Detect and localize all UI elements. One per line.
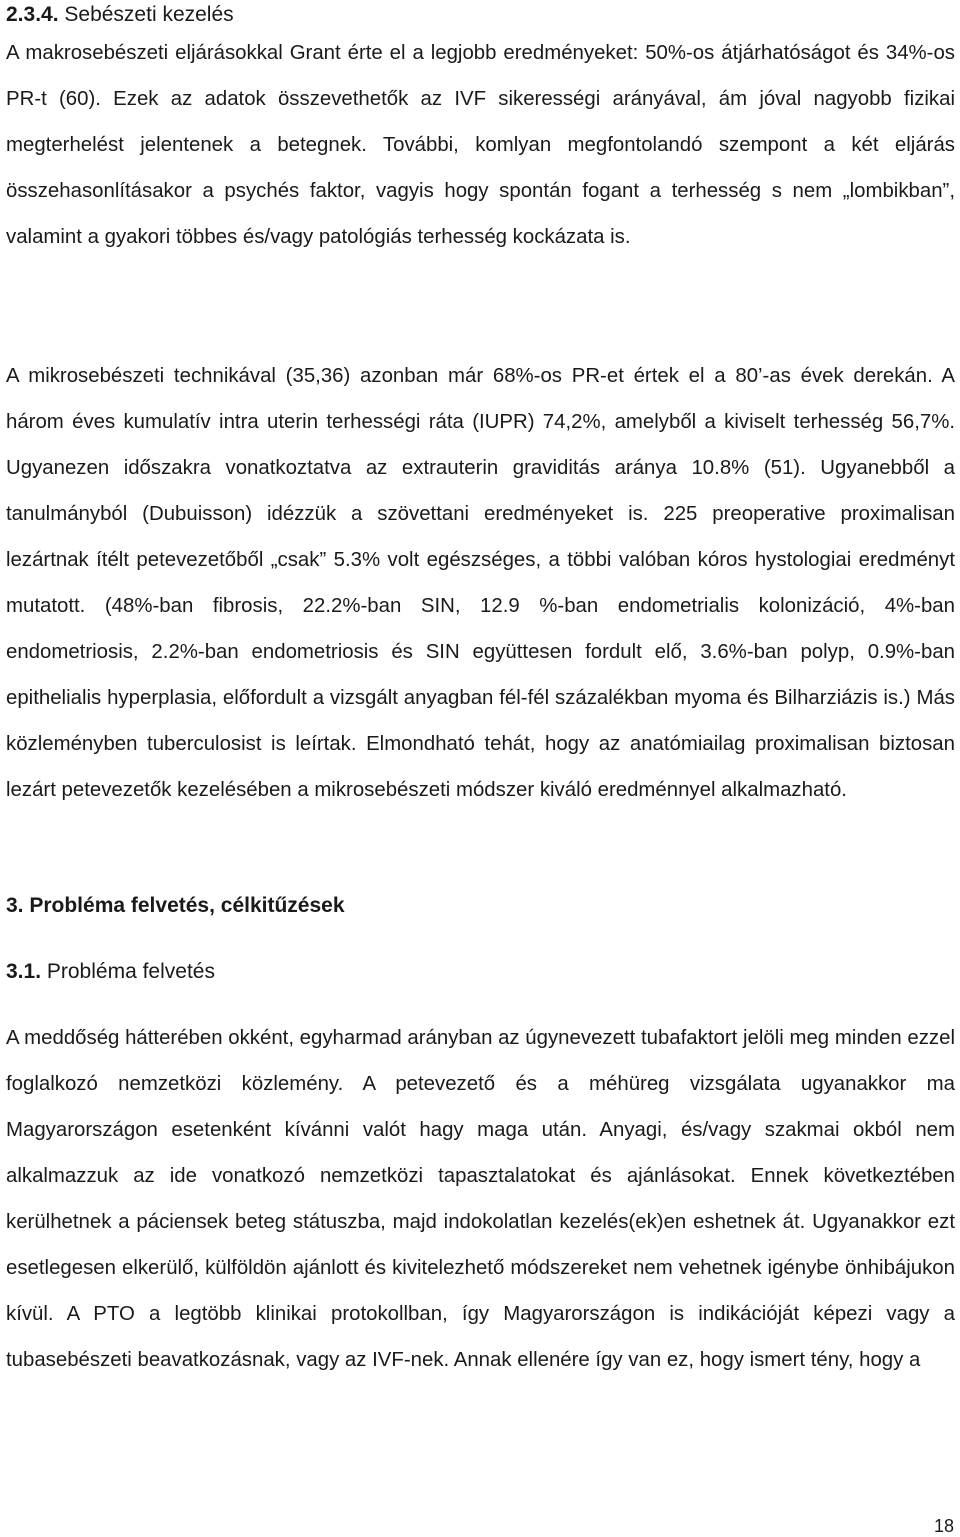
paragraph-problem-statement: A meddőség hátterében okként, egyharmad arányban az úgynevezett tubafaktort jelöli meg minden ezzel foglalkozó nemzetközi közlemény. A petevezető és a méhüreg vizsgálata ugyanakkor ma Magyarországon esetenként kívánni valót hagy maga után. Anyagi, és/vagy szakmai okból nem alkalmazzuk az ide vonatkozó nemzetközi tapasztalatokat és ajánlásokat. Ennek következtében kerülhetnek a páciensek beteg státuszba, majd indokolatlan kezelés(ek)en eshetnek át. Ugyanakkor ezt esetlegesen elkerülő, külföldön ajánlott és kivitelezhető módszereket nem vehetnek igénybe önhibájukon kívül. A PTO a legtöbb klinikai protokollban, így Magyarországon is indikációját képezi vagy a tubasebészeti beavatkozásnak, vagy az IVF-nek. Annak ellenére így van ez, hogy ismert tény, hogy a: [6, 1027, 955, 1371]
section-title: Sebészeti kezelés: [64, 3, 234, 26]
section-heading-2-3-4: [6, 3, 234, 27]
subsection-title: Probléma felvetés: [46, 960, 215, 983]
paragraph-surgical-macro: A makrosebészeti eljárásokkal Grant érte el a legjobb eredményeket: 50%-os átjárhatóságot és 34%-os PR-t (60). Ezek az adatok összevethetők az IVF sikerességi arányával, ám jóval nagyobb fizikai megterhelést jelentenek a betegnek. További, komlyan megfontolandó szempont a két eljárás összehasonlításakor a psychés faktor, vagyis hogy spontán fogant a terhesség s nem „lombikban”, valamint a gyakori többes és/vagy patológiás terhesség kockázata is.: [6, 42, 955, 248]
subsection-number: 3.1.: [6, 960, 42, 983]
paragraph-surgical-micro: A mikrosebészeti technikával (35,36) azonban már 68%-os PR-et értek el a 80’-as évek derekán. A három éves kumulatív intra uterin terhességi ráta (IUPR) 74,2%, amelyből a kiviselt terhesség 56,7%. Ugyanezen időszakra vonatkoztatva az extrauterin graviditás aránya 10.8% (51). Ugyanebből a tanulmányból (Dubuisson) idézzük a szövettani eredményeket is. 225 preoperative proximalisan lezártnak ítélt petevezetőből „csak” 5.3% volt egészséges, a többi valóban kóros hystologiai eredményt mutatott. (48%-ban fibrosis, 22.2%-ban SIN, 12.9 %-ban endometrialis kolonizáció, 4%-ban endometriosis, 2.2%-ban endometriosis és SIN együttesen fordult elő, 3.6%-ban polyp, 0.9%-ban epithelialis hyperplasia, előfordult a vizsgált anyagban fél-fél százalékban myoma és Bilharziázis is.) Más közleményben tuberculosist is leírtak. Elmondható tehát, hogy az anatómiailag proximalisan biztosan lezárt petevezetők kezelésében a mikrosebészeti módszer kiváló eredménnyel alkalmazható.: [6, 365, 955, 801]
section-heading-3-1: [6, 960, 215, 984]
page-number: 18: [934, 1516, 955, 1536]
section-number: 2.3.4.: [6, 3, 59, 26]
section-heading-3: 3. Probléma felvetés, célkitűzések: [6, 894, 345, 917]
